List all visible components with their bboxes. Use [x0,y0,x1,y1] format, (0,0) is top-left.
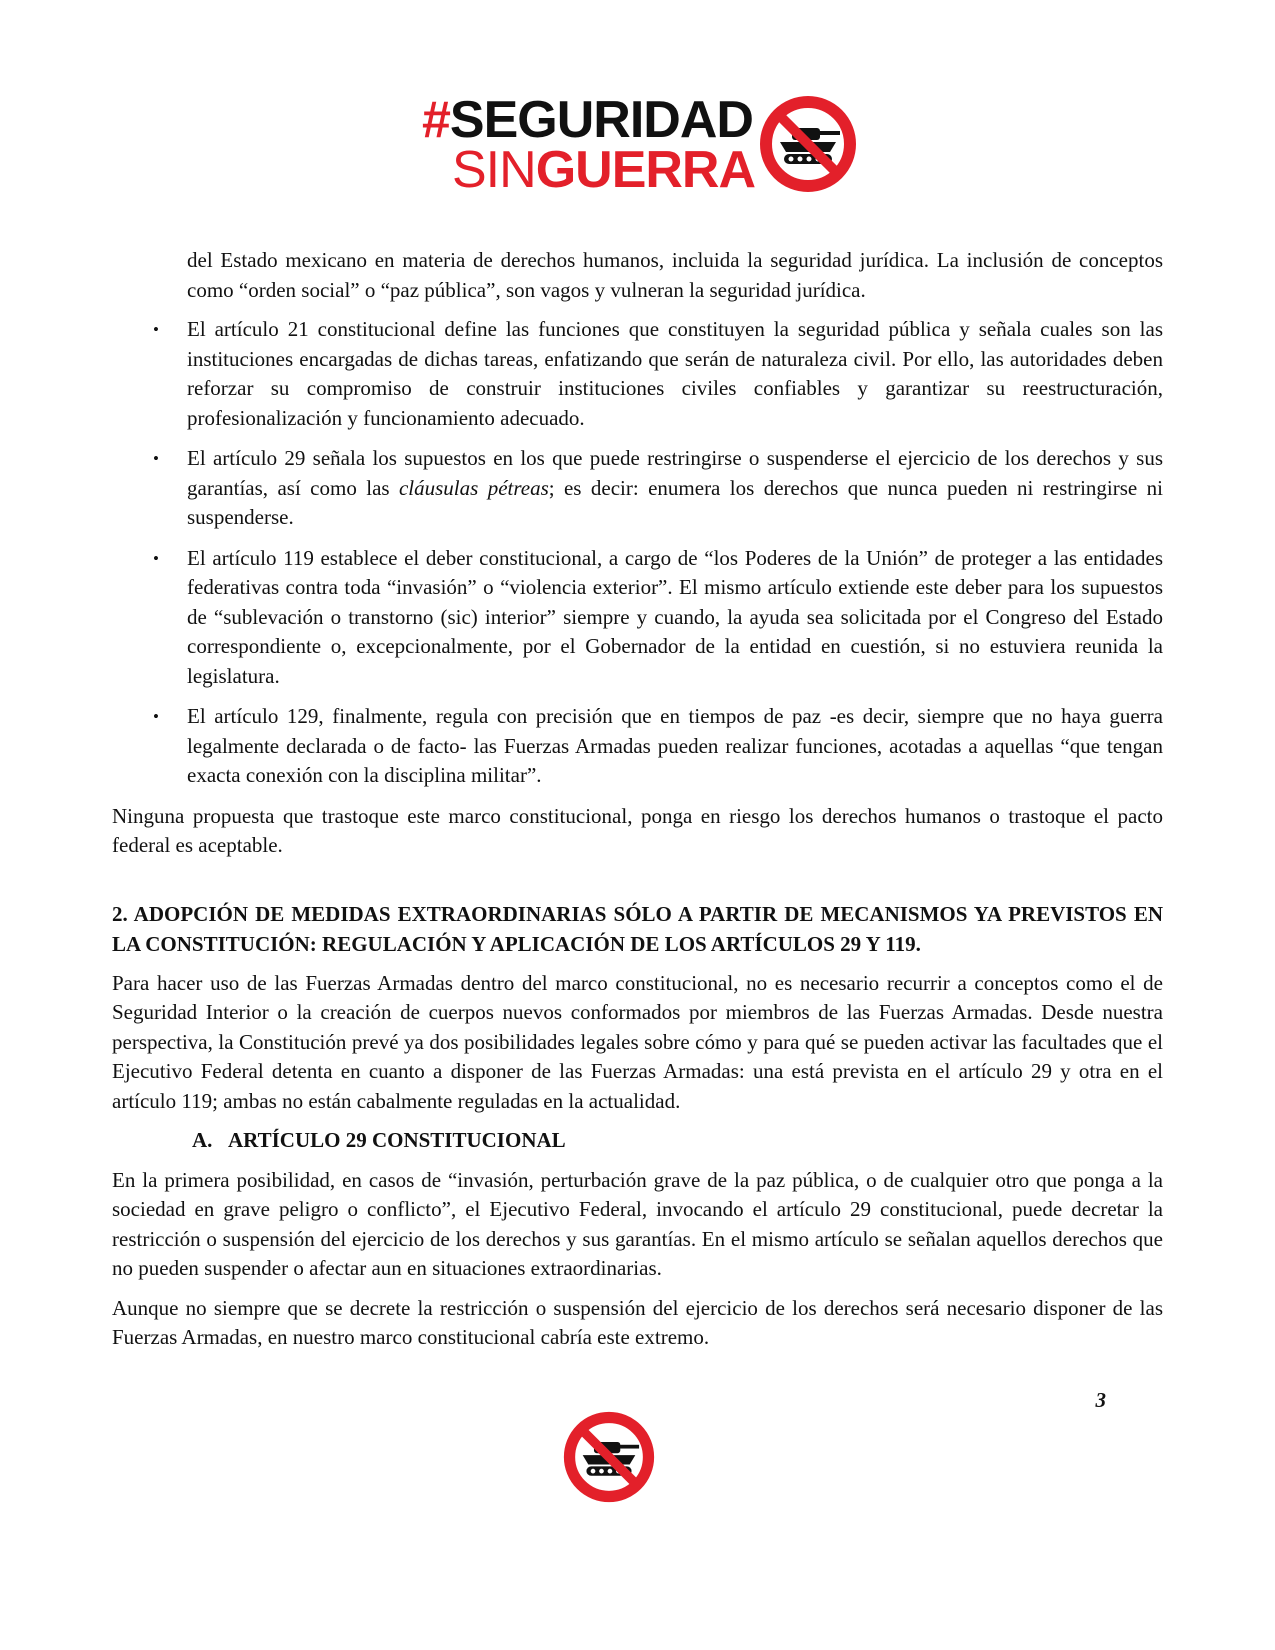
list-item-text: El artículo 129, finalmente, regula con precisión que en tiempos de paz -es decir, siempre que no haya guerra legalmente declarada o de facto- las Fuerzas Armadas pueden realizar funciones, acotadas a aquellas “que tengan exacta conexión con la disciplina militar”. [187,704,1163,787]
bullet-dot: • [153,707,159,726]
subsection-paragraph-2: Aunque no siempre que se decrete la restricción o suspensión del ejercicio de los derechos será necesario disponer de las Fuerzas Armadas, en nuestro marco constitucional cabría este extremo. [112,1295,1163,1349]
closing-paragraph: Ninguna propuesta que trastoque este marco constitucional, ponga en riesgo los derechos humanos o trastoque el pacto federal es aceptable. [112,803,1163,857]
logo-line-2 [452,142,755,198]
logo-word-1: SEGURIDAD [449,91,753,149]
section-paragraph: Para hacer uso de las Fuerzas Armadas dentro del marco constitucional, no es necesario recurrir a conceptos como el de Seguridad Interior o la creación de cuerpos nuevos conformados por miembros de las Fuerzas Armadas. Desde nuestra perspectiva, la Constitución prevé ya dos posibilidades legales sobre cómo y para qué se pueden activar las facultades que el Ejecutivo Federal detenta en cuanto a disponer de las Fuerzas Armadas: una está prevista en el artículo 29 y otra en el artículo 119; ambas no están cabalmente reguladas en la actualidad. [112,970,1163,1113]
subsection-paragraph-1: En la primera posibilidad, en casos de “invasión, perturbación grave de la paz pública, o de cualquier otro que ponga a la sociedad en grave peligro o conflicto”, el Ejecutivo Federal, invocando el artículo 29 constitucional, puede decretar la restricción o suspensión del ejercicio de los derechos y sus garantías. En el mismo artículo se señalan aquellos derechos que no pueden suspender o afectar aun en situaciones extraordinarias. [112,1167,1163,1280]
list-item-text-after: ; es decir: enumera los derechos que nunca pueden ni restringirse ni suspenderse. [187,475,1163,529]
subsection-title: ARTÍCULO 29 CONSTITUCIONAL [228,1128,566,1152]
logo-word-2-light: SIN [452,141,536,199]
logo-word-2-bold: GUERRA [535,141,756,199]
logo-line-1 [422,92,753,148]
bullet-dot: • [153,449,159,468]
list-item-text-before: El artículo 29 señala los supuestos en los que puede restringirse o suspenderse el ejercicio de los derechos y sus garantías, así como las [187,446,1163,500]
logo-hash: # [422,91,450,149]
list-item [112,315,1163,433]
subsection-letter: A. [192,1128,213,1152]
bullet-list [112,315,1163,791]
document-body [112,246,1163,1363]
no-tank-icon [562,1410,656,1504]
page-number: 3 [1095,1388,1106,1412]
list-item [112,702,1163,791]
subsection-heading [112,1126,1163,1156]
list-item-text-italic: cláusulas pétreas [398,475,549,500]
bullet-dot: • [153,548,159,568]
bullet-dot: • [153,320,159,339]
header-logo [422,92,862,202]
list-item-text: El artículo 21 constitucional define las funciones que constituyen la seguridad pública y señala cuales son las instituciones encargadas de dichas tareas, enfatizando que serán de naturaleza civil. Por ello, las autoridades deben reforzar su compromiso de construir instituciones civiles confiables y garantizar su reestructuración, profesionalización y funcionamiento adecuado. [187,317,1163,430]
continued-paragraph: del Estado mexicano en materia de derechos humanos, incluida la seguridad jurídica. La inclusión de conceptos como “orden social” o “paz pública”, son vagos y vulneran la seguridad jurídica. [187,248,1163,302]
list-item-text: El artículo 119 establece el deber constitucional, a cargo de “los Poderes de la Unión” de proteger a las entidades federativas contra toda “invasión” o “violencia exterior”. El mismo artículo extiende este deber para los supuestos de “sublevación o transtorno (sic) interior” siempre y cuando, la ayuda sea solicitada por el Congreso del Estado correspondiente o, excepcionalmente, por el Gobernador de la entidad en cuestión, si no estuviera reunida la legislatura. [187,545,1163,688]
section-heading: 2. ADOPCIÓN DE MEDIDAS EXTRAORDINARIAS SÓLO A PARTIR DE MECANISMOS YA PREVISTOS EN LA CONSTITUCIÓN: REGULACIÓN Y APLICACIÓN DE LOS ARTÍCULOS 29 Y 119. [112,901,1163,956]
no-tank-icon [758,94,858,194]
list-item [112,544,1163,692]
list-item [112,444,1163,533]
